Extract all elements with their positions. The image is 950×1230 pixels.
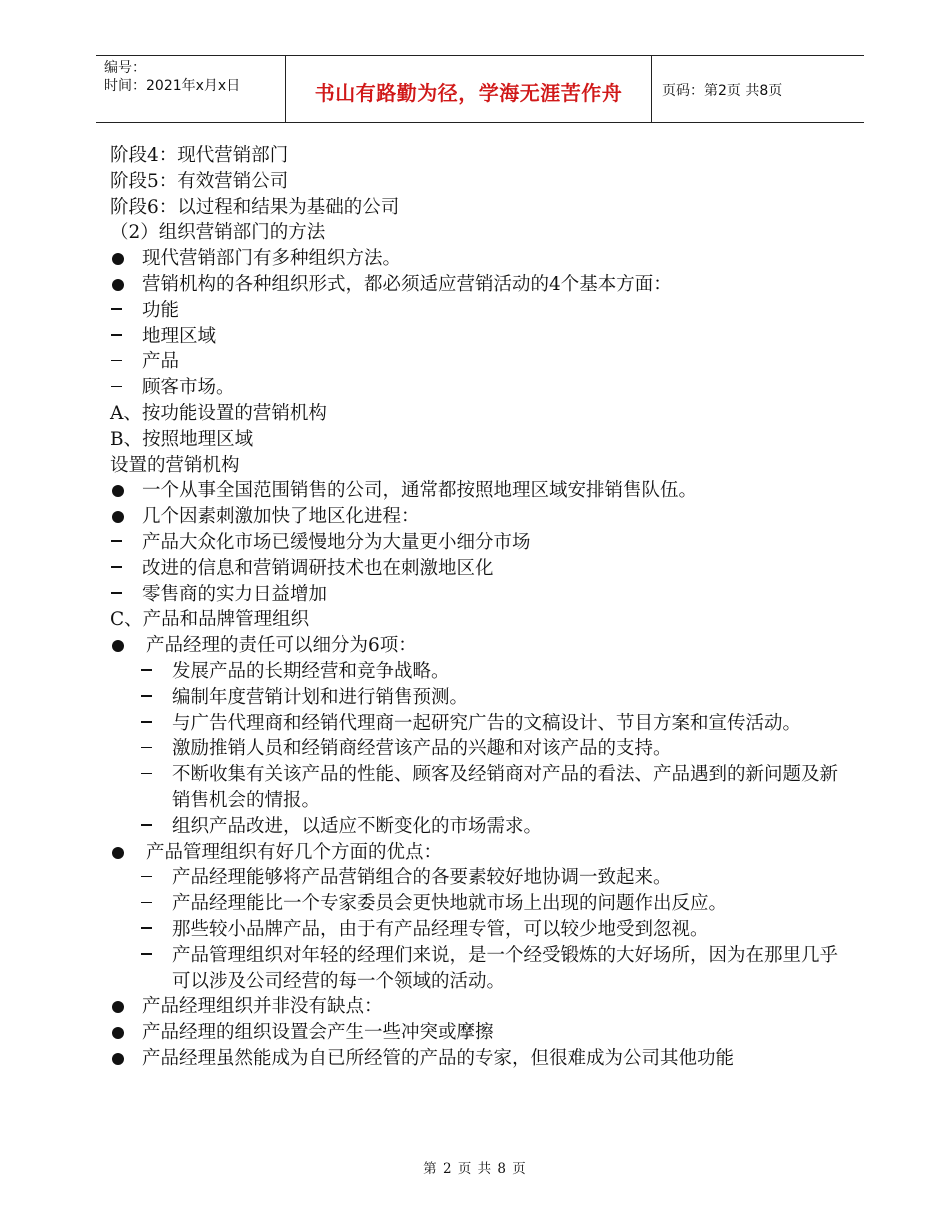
dash-item: 改进的信息和营销调研技术也在刺激地区化 [110, 556, 855, 582]
bullet-item: 几个因素刺激加快了地区化进程： [110, 504, 855, 530]
dash-icon [141, 721, 152, 723]
document-time-label: 时间：2021年x月x日 [104, 78, 241, 94]
dash-item: 顾客市场。 [110, 375, 855, 401]
document-number-label: 编号： [104, 60, 146, 76]
bullet-icon [112, 1053, 124, 1065]
bullet-item: 产品管理组织有好几个方面的优点： [110, 840, 855, 866]
section-heading: （2）组织营销部门的方法 [110, 222, 326, 244]
dash-icon [141, 773, 152, 775]
dash-item: 功能 [110, 298, 855, 324]
stage-5-line: 阶段5：有效营销公司 [110, 170, 289, 192]
dash-item: 组织产品改进，以适应不断变化的市场需求。 [110, 814, 855, 840]
page-header [96, 55, 864, 123]
bullet-icon [112, 485, 124, 497]
dash-item: 激励推销人员和经销商经营该产品的兴趣和对该产品的支持。 [110, 736, 855, 762]
dash-icon [111, 386, 122, 388]
bullet-icon [112, 511, 124, 523]
document-body [110, 143, 855, 1072]
bullet-item: 产品经理虽然能成为自已所经管的产品的专家，但很难成为公司其他功能 [110, 1046, 855, 1072]
bullet-icon [112, 1001, 124, 1013]
subsection-b-heading: B、按照地理区域 [110, 428, 254, 450]
dash-item: 产品经理能比一个专家委员会更快地就市场上出现的问题作出反应。 [110, 891, 855, 917]
bullet-item: 一个从事全国范围销售的公司，通常都按照地理区域安排销售队伍。 [110, 478, 855, 504]
subsection-a-heading: A、按功能设置的营销机构 [110, 402, 327, 424]
dash-item: 产品管理组织对年轻的经理们来说，是一个经受锻炼的大好场所，因为在那里几乎可以涉及公司经营的每一个领域的活动。 [110, 943, 855, 995]
header-motto: 书山有路勤为径，学海无涯苦作舟 [286, 56, 652, 122]
dash-icon [141, 824, 152, 826]
dash-item: 零售商的实力日益增加 [110, 582, 855, 608]
subsection-b-heading-cont: 设置的营销机构 [110, 454, 240, 476]
dash-item: 那些较小品牌产品，由于有产品经理专管，可以较少地受到忽视。 [110, 917, 855, 943]
header-meta-cell [96, 56, 286, 122]
dash-item: 发展产品的长期经营和竞争战略。 [110, 659, 855, 685]
subsection-c-heading: C、产品和品牌管理组织 [110, 609, 310, 631]
dash-item: 不断收集有关该产品的性能、顾客及经销商对产品的看法、产品遇到的新问题及新销售机会的情报。 [110, 762, 855, 814]
dash-item: 与广告代理商和经销代理商一起研究广告的文稿设计、节目方案和宣传活动。 [110, 711, 855, 737]
bullet-item: 产品经理组织并非没有缺点： [110, 994, 855, 1020]
stage-4-line: 阶段4：现代营销部门 [110, 145, 289, 166]
dash-icon [111, 308, 122, 310]
page-footer: 第 2 页 共 8 页 [423, 1161, 527, 1177]
dash-icon [111, 592, 122, 594]
bullet-item: 产品经理的组织设置会产生一些冲突或摩擦 [110, 1020, 855, 1046]
dash-item: 产品 [110, 349, 855, 375]
dash-icon [141, 747, 152, 749]
dash-icon [141, 876, 152, 878]
dash-icon [141, 927, 152, 929]
dash-icon [141, 695, 152, 697]
dash-icon [111, 566, 122, 568]
dash-icon [111, 540, 122, 542]
dash-item: 编制年度营销计划和进行销售预测。 [110, 685, 855, 711]
dash-icon [111, 360, 122, 362]
dash-item: 产品大众化市场已缓慢地分为大量更小细分市场 [110, 530, 855, 556]
bullet-icon [112, 253, 124, 265]
bullet-icon [112, 847, 124, 859]
bullet-icon [112, 1027, 124, 1039]
bullet-icon [112, 279, 124, 291]
bullet-item: 营销机构的各种组织形式，都必须适应营销活动的4个基本方面： [110, 272, 855, 298]
dash-item: 产品经理能够将产品营销组合的各要素较好地协调一致起来。 [110, 865, 855, 891]
dash-icon [141, 902, 152, 904]
dash-icon [141, 669, 152, 671]
dash-icon [111, 334, 122, 336]
stage-6-line: 阶段6：以过程和结果为基础的公司 [110, 196, 400, 218]
bullet-icon [112, 640, 124, 652]
bullet-item: 现代营销部门有多种组织方法。 [110, 246, 855, 272]
header-page-number: 页码：第2页 共8页 [662, 83, 783, 99]
bullet-item: 产品经理的责任可以细分为6项： [110, 633, 855, 659]
dash-icon [141, 953, 152, 955]
dash-item: 地理区域 [110, 324, 855, 350]
